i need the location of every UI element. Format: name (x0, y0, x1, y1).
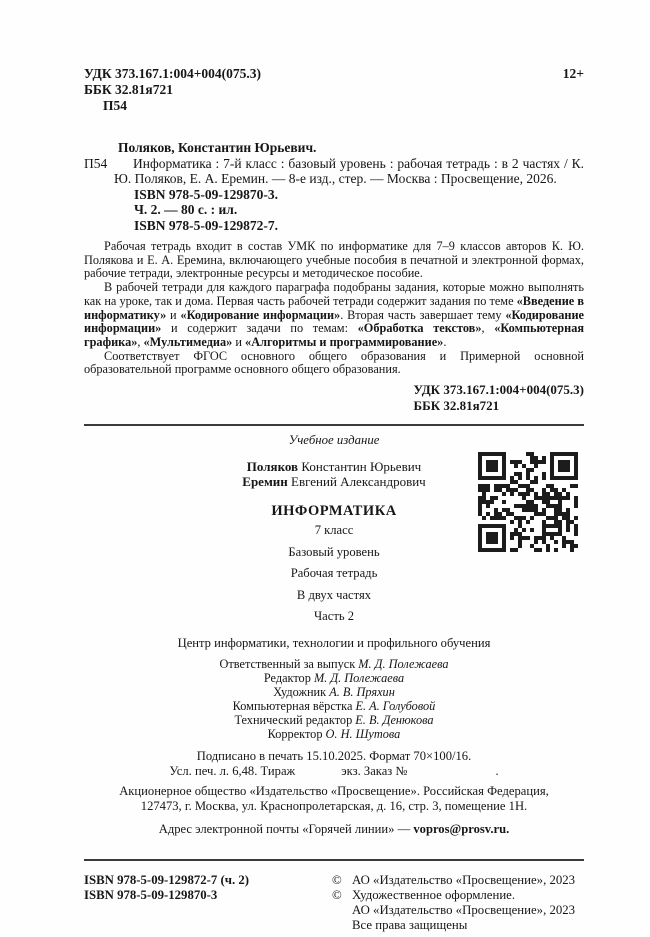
author-line: Еремин Евгений Александрович (242, 474, 426, 490)
qr-code-icon (478, 452, 578, 552)
footer-isbn-part: ISBN 978-5-09-129872-7 (ч. 2) (84, 873, 250, 887)
part-number-line: Часть 2 (313, 609, 355, 624)
parts-line: В двух частях (296, 587, 372, 602)
part-volume-line: Ч. 2. — 80 с. : ил. (134, 202, 238, 217)
udc-code-bottom: УДК 373.167.1:004+004(075.3) (413, 382, 584, 398)
copyright-icon: © (332, 888, 342, 902)
department-line: Центр информатики, технологии и профильного обучения (177, 636, 491, 650)
section-divider (84, 424, 584, 426)
staff-line: Редактор М. Д. Полежаева (263, 671, 405, 685)
staff-line: Технический редактор Е. В. Денюкова (234, 713, 434, 727)
bbk-code: ББК 32.81я721 (84, 82, 173, 97)
staff-credits (84, 657, 584, 741)
print-date-line: Подписано в печать 15.10.2025. Формат 70×100/16. (196, 749, 472, 763)
author-line: Поляков Константин Юрьевич (246, 459, 422, 475)
grade-line: 7 класс (314, 523, 354, 538)
annotation-paragraph: В рабочей тетради для каждого параграфа подобраны задания, которые можно выполнять как на уроке, так и дома. Первая часть рабочей тетради содержит задания по теме «Введение в информатику» и «Кодирование информации». Вторая часть завершает тему «Кодирование информации» и содержит задачи по темам: «Обработка текстов», «Компьютерная графика», «Мультимедиа» и «Алгоритмы и программирование». (84, 280, 585, 349)
hotline-email: vopros@prosv.ru. (413, 822, 510, 836)
copyright-line: Все права защищены (352, 918, 468, 932)
copyright-line: © АО «Издательство «Просвещение», 2023 (332, 873, 576, 887)
publisher-address: Акционерное общество «Издательство «Просвещение». Российская Федерация, 127473, г. Москва, ул. Краснопролетарская, д. 16, стр. 3, помещение 1Н. (119, 784, 549, 813)
edition-type: Учебное издание (288, 433, 380, 448)
footer-divider (84, 859, 584, 861)
copyright-block (332, 873, 584, 933)
footer (84, 873, 584, 933)
footer-isbn-set: ISBN 978-5-09-129870-3 (84, 888, 218, 902)
staff-line: Художник А. В. Пряхин (273, 685, 395, 699)
catalogue-card (84, 140, 584, 233)
annotation-paragraph: Рабочая тетрадь входит в состав УМК по информатике для 7–9 классов авторов К. Ю. Полякова и Е. А. Еремина, включающего учебные пособия в печатной и электронной формах, рабочие тетради, электронные ресурсы и методическое пособие. (84, 239, 584, 281)
card-author-sign: П54 (84, 155, 108, 171)
isbn-edition: ISBN 978-5-09-129870-3. (134, 186, 278, 202)
bbk-code-bottom: ББК 32.81я721 (413, 397, 500, 413)
book-title: ИНФОРМАТИКА (271, 503, 397, 520)
age-rating-badge: 12+ (562, 66, 584, 81)
level-line: Базовый уровень (288, 544, 380, 559)
annotation (84, 240, 584, 377)
footer-isbns (84, 873, 332, 933)
card-description: Информатика : 7-й класс : базовый уровень : рабочая тетрадь : в 2 частях / К. Ю. Поляков, Е. А. Еремин. — 8-е изд., стер. — Москва : Просвещение, 2026. (114, 155, 584, 186)
staff-line: Компьютерная вёрстка Е. А. Голубовой (232, 699, 436, 713)
card-author-heading: Поляков, Константин Юрьевич. (118, 140, 317, 155)
print-imprint (84, 749, 584, 778)
author-sign: П54 (103, 98, 128, 113)
copyright-line: © Художественное оформление. (332, 888, 516, 902)
kind-line: Рабочая тетрадь (290, 566, 378, 581)
isbn-part: ISBN 978-5-09-129872-7. (134, 217, 278, 233)
staff-line: Ответственный за выпуск М. Д. Полежаева (219, 657, 449, 671)
hotline-line: Адрес электронной почты «Горячей линии» — vopros@prosv.ru. (158, 822, 510, 836)
print-run-line: Усл. печ. л. 6,48. Тираж экз. Заказ № . (169, 763, 499, 778)
copyright-icon: © (332, 873, 342, 887)
udc-code: УДК 373.167.1:004+004(075.3) (84, 66, 262, 81)
staff-line: Корректор О. Н. Шутова (267, 727, 401, 741)
annotation-paragraph: Соответствует ФГОС основного общего образования и Примерной основной образовательной программе основного общего образования. (84, 348, 584, 377)
udc-bbk-block (84, 382, 584, 413)
cataloguing-head (84, 0, 584, 114)
copyright-line: АО «Издательство «Просвещение», 2023 (352, 903, 576, 917)
